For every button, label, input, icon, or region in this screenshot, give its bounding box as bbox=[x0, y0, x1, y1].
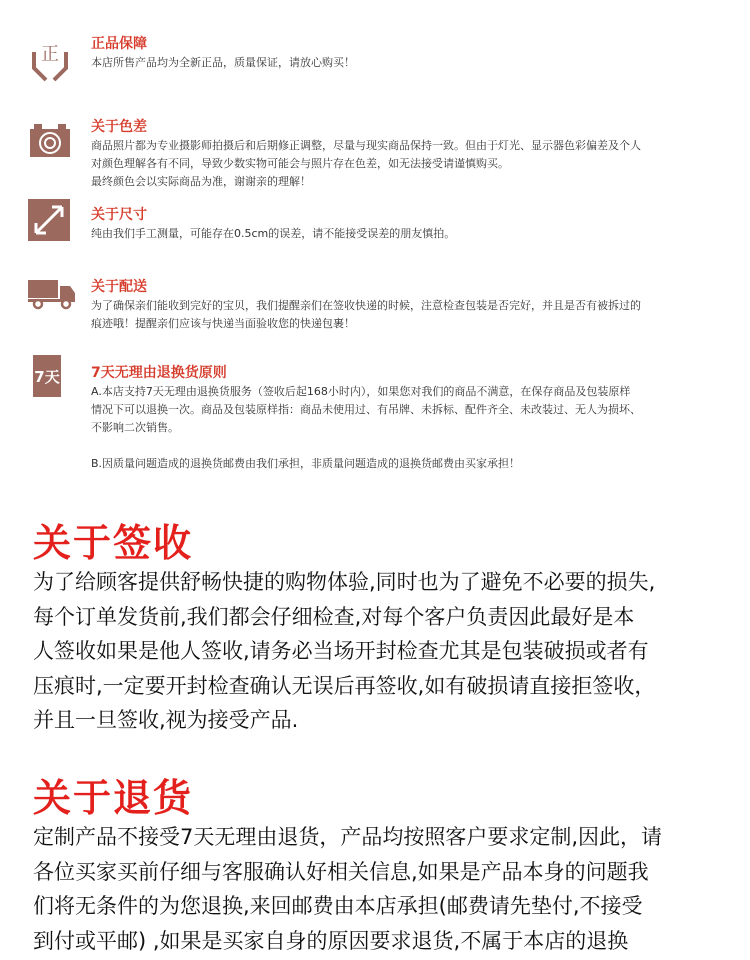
svg-text:正: 正 bbox=[41, 44, 59, 65]
returns-body: 定制产品不接受7天无理由退货，产品均按照客户要求定制,因此，请 各位买家买前仔细与客服确认好相关信息,如果是产品本身的问题我 们将无条件的为您退换,来回邮费由本店承担(邮费请先垫付,不接受 到付或平邮) ,如果是买家自身的原因要求退货,不属于本店的退换 bbox=[33, 825, 663, 953]
policy-text: 为了确保亲们能收到完好的宝贝，我们提醒亲们在签收快递的时候，注意检查包装是否完好，并且是否有被拆过的 痕迹哦！提醒亲们应该与快递当面验收您的快递包裹！ bbox=[91, 299, 641, 330]
seven-day-calendar-icon: 7天 bbox=[33, 355, 61, 397]
sign-heading: 关于签收 bbox=[33, 521, 194, 565]
truck-icon bbox=[28, 272, 76, 316]
policy-title: 正品保障 bbox=[91, 36, 147, 52]
policy-text: 纯由我们手工测量，可能存在0.5cm的误差，请不能接受误差的朋友慎拍。 bbox=[91, 227, 456, 240]
resize-arrow-icon bbox=[28, 199, 70, 241]
policy-text: A.本店支持7天无理由退换货服务（签收后起168小时内），如果您对我们的商品不满意，在保存商品及包装原样 情况下可以退换一次。商品及包装原样指：商品未使用过、有吊牌、未拆标、配件齐全、未改装过、无人为损坏、 不影响二次销售。 B.因质量问题造成的退换货邮费由我们承担，非质量问题造成的退换货邮费由买家承担！ bbox=[91, 385, 641, 470]
genuine-hands-icon bbox=[28, 38, 72, 82]
policy-title: 关于配送 bbox=[91, 279, 147, 295]
policy-title: 关于色差 bbox=[91, 119, 147, 135]
policy-text: 商品照片都为专业摄影师拍摄后和后期修正调整，尽量与现实商品保持一致。但由于灯光、显示器色彩偏差及个人 对颜色理解各有不同，导致少数实物可能会与照片存在色差，如无法接受请谨慎购买。 最终颜色会以实际商品为准，谢谢亲的理解！ bbox=[91, 139, 641, 188]
camera-icon bbox=[28, 119, 72, 163]
policy-text: 本店所售产品均为全新正品，质量保证，请放心购买！ bbox=[91, 56, 355, 69]
policy-title: 7天无理由退换货原则 bbox=[91, 365, 227, 381]
returns-heading: 关于退货 bbox=[33, 776, 194, 820]
policy-title: 关于尺寸 bbox=[91, 207, 147, 223]
sign-body: 为了给顾客提供舒畅快捷的购物体验,同时也为了避免不必要的损失, 每个订单发货前,我们都会仔细检查,对每个客户负责因此最好是本 人签收如果是他人签收,请务必当场开封检查尤其是包装破损或者有 压痕时,一定要开封检查确认无误后再签收,如有破损请直接拒签收， 并且一旦签收,视为接受产品. bbox=[33, 570, 656, 732]
